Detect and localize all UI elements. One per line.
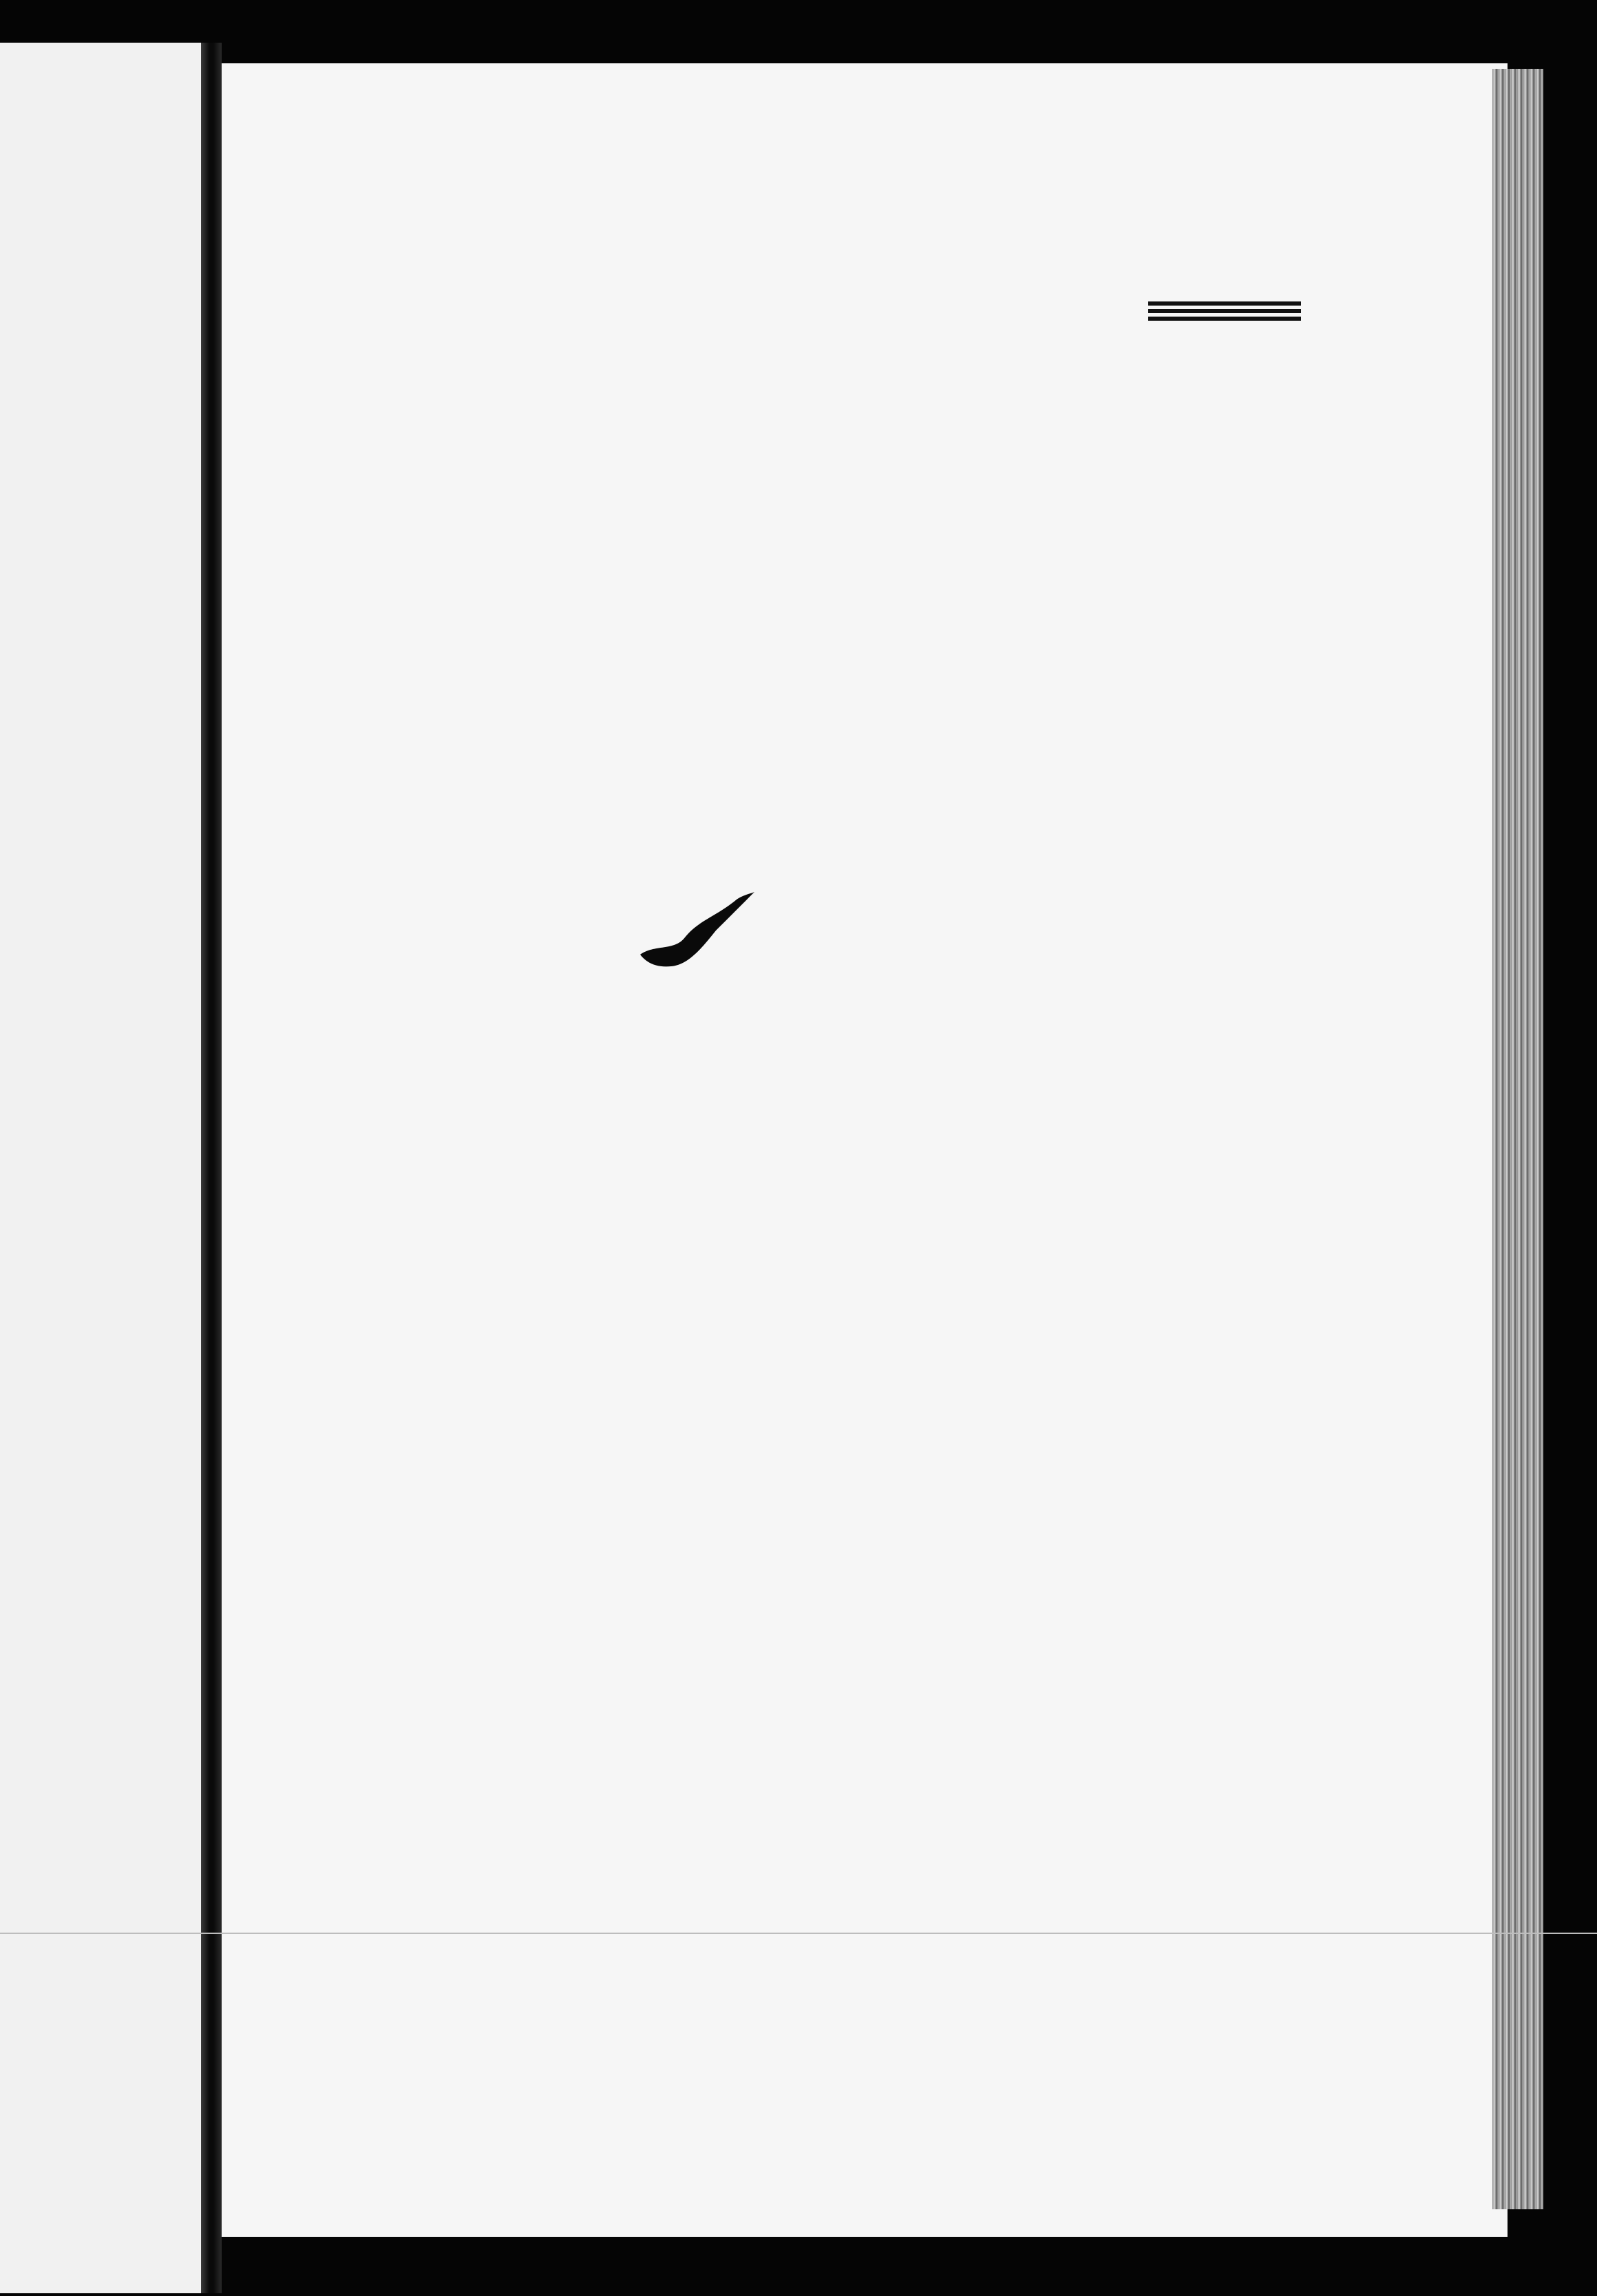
margin-rule: [1148, 301, 1301, 326]
scan-edge-line: [0, 1933, 1597, 1934]
page-edges: [1492, 69, 1543, 2209]
facing-page-left: [0, 43, 201, 2293]
ink-blot: [633, 889, 757, 986]
book-gutter: [201, 43, 222, 2293]
page-right: [222, 63, 1508, 2237]
